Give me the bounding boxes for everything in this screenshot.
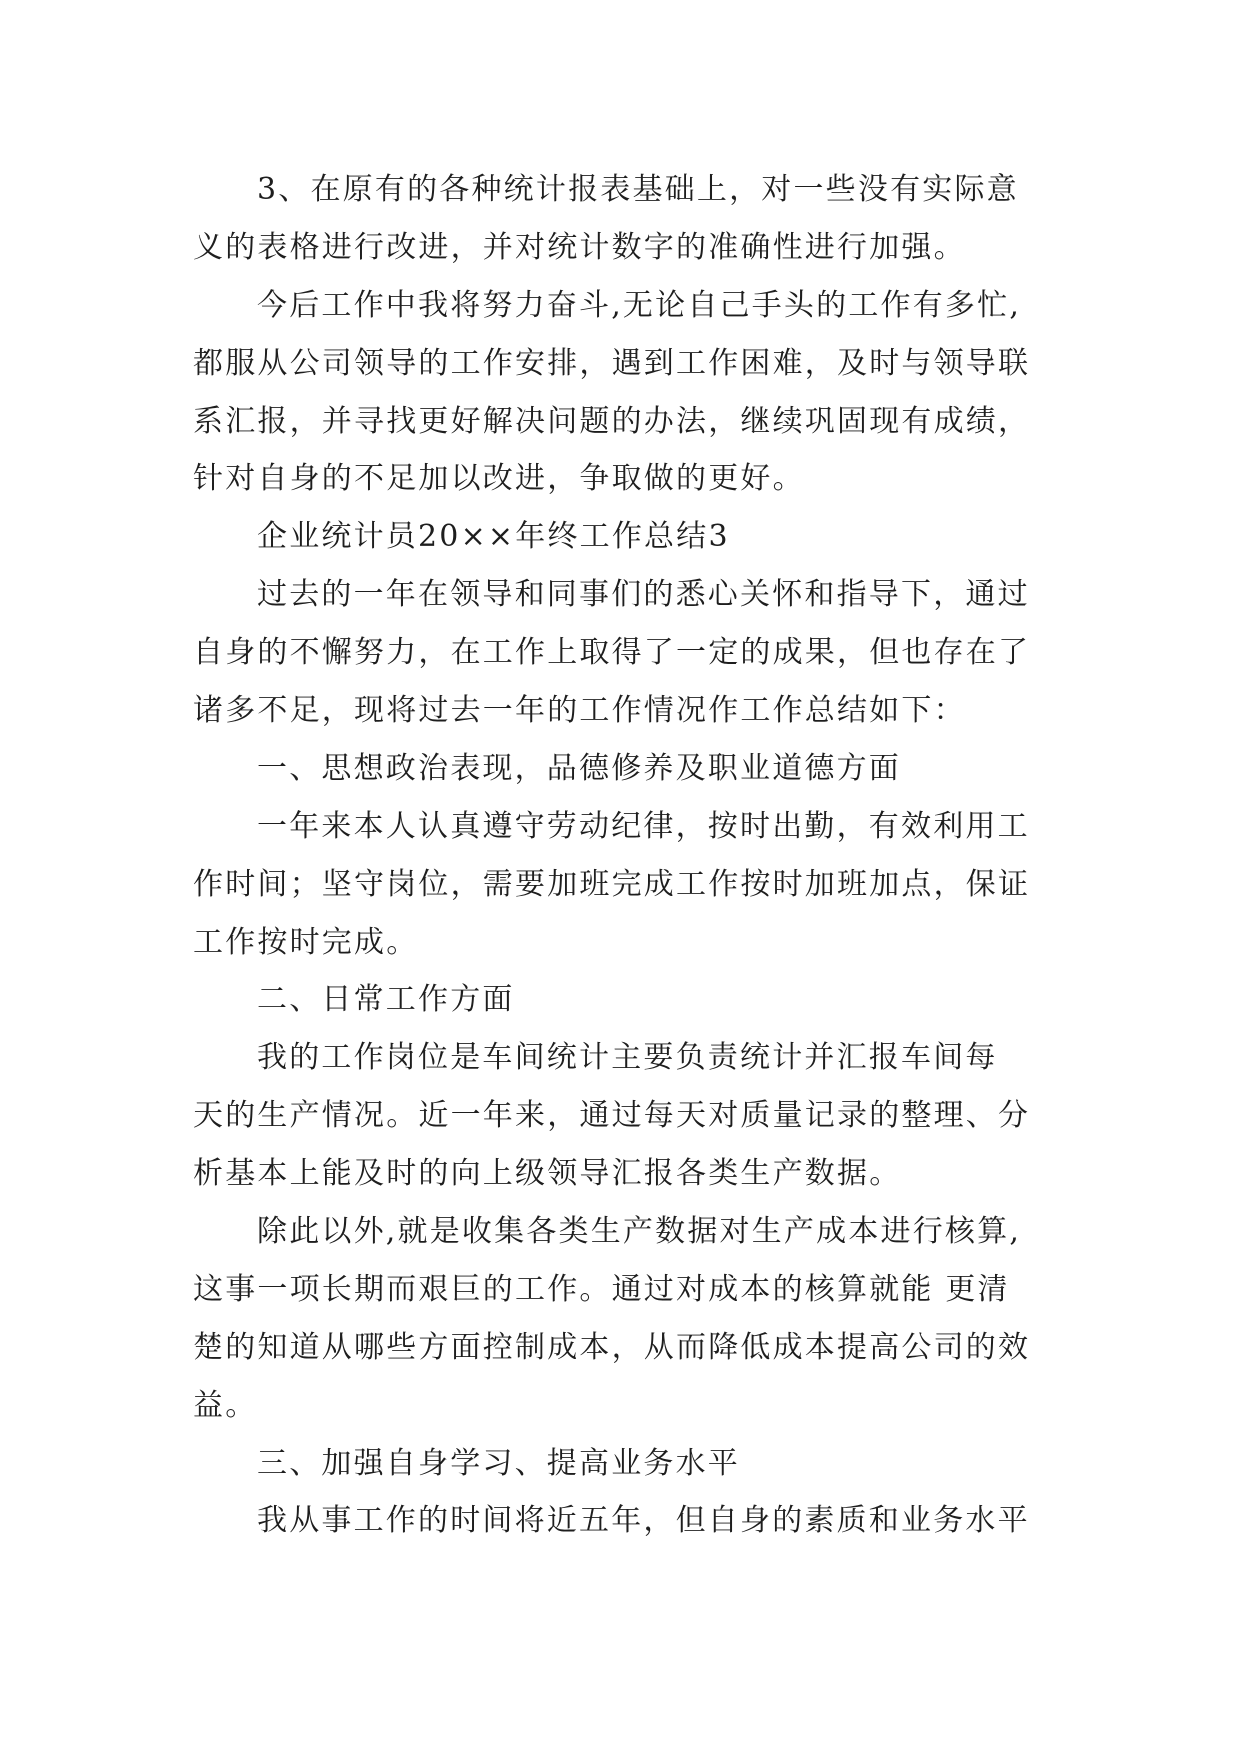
text-line: 都服从公司领导的工作安排，遇到工作困难，及时与领导联 xyxy=(193,345,1031,381)
text-line: 三、加强自身学习、提高业务水平 xyxy=(257,1445,740,1481)
text-line: 自身的不懈努力，在工作上取得了一定的成果，但也存在了 xyxy=(193,635,1031,671)
text-line: 诸多不足，现将过去一年的工作情况作工作总结如下： xyxy=(193,693,966,729)
text-line: 我从事工作的时间将近五年，但自身的素质和业务水平 xyxy=(257,1503,1030,1539)
text-line: 我的工作岗位是车间统计主要负责统计并汇报车间每 xyxy=(257,1040,998,1076)
text-line: 益。 xyxy=(193,1387,258,1423)
text-line: 二、日常工作方面 xyxy=(257,982,515,1018)
text-line: 今后工作中我将努力奋斗,无论自己手头的工作有多忙, xyxy=(257,287,1022,323)
text-line: 针对自身的不足加以改进，争取做的更好。 xyxy=(193,461,805,497)
text-line: 3、在原有的各种统计报表基础上，对一些没有实际意 xyxy=(257,172,1019,207)
text-line: 析基本上能及时的向上级领导汇报各类生产数据。 xyxy=(193,1156,902,1192)
text-line: 工作按时完成。 xyxy=(193,924,419,960)
text-line: 一年来本人认真遵守劳动纪律，按时出勤，有效利用工 xyxy=(257,808,1030,844)
text-line: 这事一项长期而艰巨的工作。通过对成本的核算就能 更清 xyxy=(193,1271,1010,1307)
text-line: 义的表格进行改进，并对统计数字的准确性进行加强。 xyxy=(193,229,966,265)
text-line: 除此以外,就是收集各类生产数据对生产成本进行核算, xyxy=(257,1214,1022,1250)
text-line: 企业统计员20××年终工作总结3 xyxy=(257,519,730,555)
text-line: 一、思想政治表现，品德修养及职业道德方面 xyxy=(257,750,901,786)
text-line: 楚的知道从哪些方面控制成本，从而降低成本提高公司的效 xyxy=(193,1329,1031,1365)
text-line: 系汇报，并寻找更好解决问题的办法，继续巩固现有成绩， xyxy=(193,403,1031,439)
document-body xyxy=(193,161,1078,1550)
text-line: 天的生产情况。近一年来，通过每天对质量记录的整理、分 xyxy=(193,1098,1031,1134)
text-line: 过去的一年在领导和同事们的悉心关怀和指导下，通过 xyxy=(257,577,1030,613)
text-line: 作时间；坚守岗位，需要加班完成工作按时加班加点，保证 xyxy=(193,866,1031,902)
